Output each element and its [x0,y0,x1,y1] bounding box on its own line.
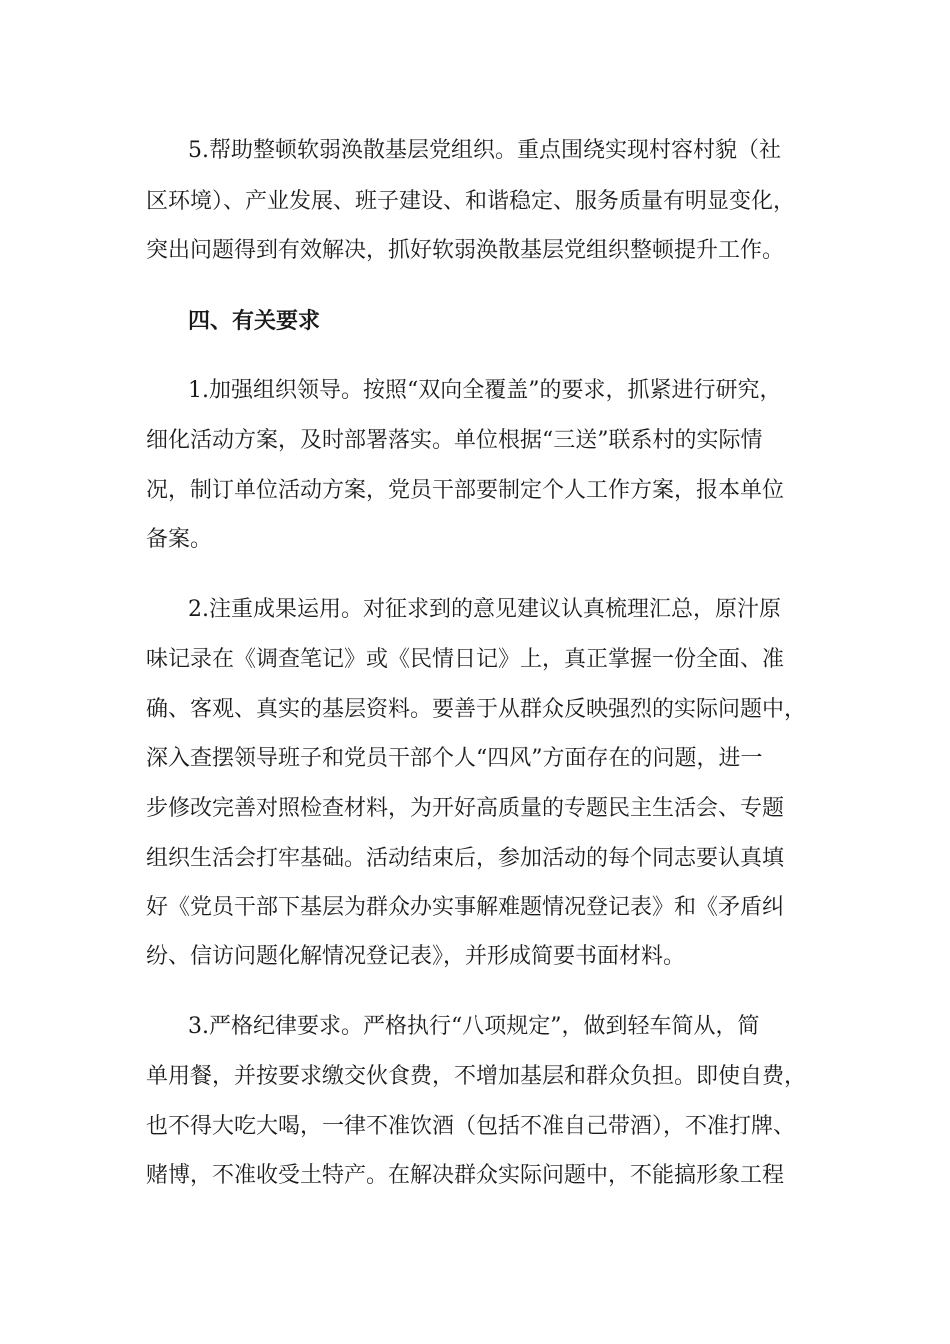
req2-line-7: 好《党员干部下基层为群众办实事解难题情况登记表》和《矛盾纠 [146,895,785,920]
req2-line-2: 味记录在《调查笔记》或《民情日记》上，真正掌握一份全面、准 [146,647,785,672]
req3-line-2: 单用餐，并按要求缴交伙食费，不增加基层和群众负担。即使自费， [146,1064,807,1089]
req2-line-6: 组织生活会打牢基础。活动结束后，参加活动的每个同志要认真填 [146,846,785,871]
req2-line-8: 纷、信访问题化解情况登记表》，并形成简要书面材料。 [146,944,686,969]
req2-line-3: 确、客观、真实的基层资料。要善于从群众反映强烈的实际问题中， [146,697,807,722]
req3-line-3: 也不得大吃大喝，一律不准饮酒（包括不准自己带酒），不准打牌、 [146,1114,796,1139]
req1-line-2: 细化活动方案，及时部署落实。单位根据“三送”联系村的实际情 [146,428,763,453]
req1-line-4: 备案。 [146,527,213,552]
item5-line-3: 突出问题得到有效解决，抓好软弱涣散基层党组织整顿提升工作。 [146,238,785,263]
section-heading: 四、有关要求 [188,308,321,334]
req2-line-1: 2.注重成果运用。对征求到的意见建议认真梳理汇总，原汁原 [188,597,781,622]
req3-line-4: 赌博，不准收受土特产。在解决群众实际问题中，不能搞形象工程 [146,1163,785,1188]
req2-line-5: 步修改完善对照检查材料，为开好高质量的专题民主生活会、专题 [146,796,785,821]
item5-line-1: 5.帮助整顿软弱涣散基层党组织。重点围绕实现村容村貌（社 [188,138,781,163]
req1-line-3: 况，制订单位活动方案，党员干部要制定个人工作方案，报本单位 [146,478,785,503]
item5-line-2: 区环境）、产业发展、班子建设、和谐稳定、服务质量有明显变化， [146,189,796,214]
req1-line-1: 1.加强组织领导。按照“双向全覆盖”的要求，抓紧进行研究， [188,378,782,403]
req3-line-1: 3.严格纪律要求。严格执行“八项规定”，做到轻车简从，简 [188,1014,760,1039]
req2-line-4: 深入查摆领导班子和党员干部个人“四风”方面存在的问题，进一 [146,746,763,771]
